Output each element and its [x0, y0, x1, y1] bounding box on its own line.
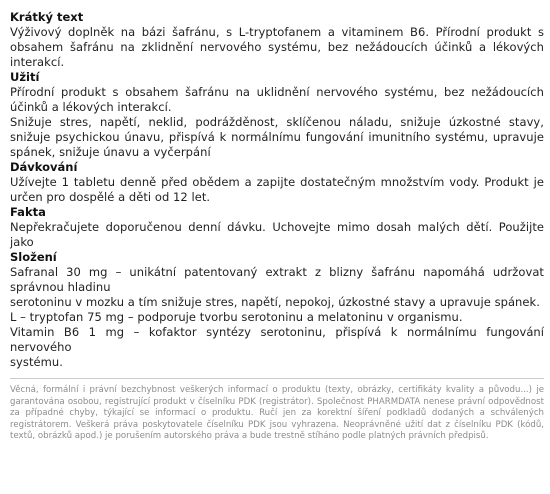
section-composition [10, 250, 544, 370]
legal-disclaimer: Věcná, formální i právní bezchybnost veškerých informací o produktu (texty, obrázky, certifikáty kvality a původu...) je garantována osobou, registrující produkt v číselníku PDK (registrátor). Společnost PHARMDATA nenese právní odpovědnost za případné chyby, týkající se informací o produktu. Ručí jen za korektní šíření podkladů dodaných a schválených registrátorem. Veškerá práva poskytovatele číselníku PDK jsou vyhrazena. Neoprávněné užití dat z číselníku PDK (kódů, textů, obrázků apod.) je porušením autorského práva a bude trestně stíháno podle platných právních předpisů. [10, 378, 544, 443]
section-heading: Užití [10, 70, 40, 84]
section-paragraph: Přírodní produkt s obsahem šafránu na uklidnění nervového systému, bez nežádoucích účinků a lékových interakcí. [10, 85, 544, 114]
section-paragraph: L – tryptofan 75 mg – podporuje tvorbu serotoninu a melatoninu v organismu. [10, 310, 463, 324]
section-usage [10, 70, 544, 160]
section-heading: Složení [10, 250, 57, 264]
section-paragraph: Vitamin B6 1 mg – kofaktor syntézy serotoninu, přispívá k normálnímu fungování nervového [10, 325, 544, 354]
section-short-text [10, 10, 544, 70]
section-paragraph: Safranal 30 mg – unikátní patentovaný extrakt z blizny šafránu napomáhá udržovat správnou hladinu [10, 265, 544, 294]
section-paragraph: systému. [10, 355, 63, 369]
section-paragraph: Užívejte 1 tabletu denně před obědem a zapijte dostatečným množstvím vody. Produkt je určen pro dospělé a děti od 12 let. [10, 175, 544, 204]
section-paragraph: Snižuje stres, napětí, neklid, podrážděnost, sklíčenou náladu, snižuje úzkostné stavy, snižuje psychickou únavu, přispívá k normálnímu fungování imunitního systému, upravuje spánek, snižuje únavu a vyčerpání [10, 115, 544, 159]
section-paragraph: Výživový doplněk na bázi šafránu, s L-tryptofanem a vitaminem B6. Přírodní produkt s obsahem šafránu na zklidnění nervového systému, bez nežádoucích účinků a lékových interakcí. [10, 25, 544, 69]
section-heading: Krátký text [10, 10, 84, 24]
section-facts [10, 205, 544, 250]
section-paragraph: Nepřekračujete doporučenou denní dávku. Uchovejte mimo dosah malých dětí. Použijte jako [10, 220, 544, 249]
section-heading: Fakta [10, 205, 46, 219]
section-paragraph: serotoninu v mozku a tím snižuje stres, napětí, nepokoj, úzkostné stavy a upravuje spánek. [10, 295, 540, 309]
section-dosage [10, 160, 544, 205]
section-heading: Dávkování [10, 160, 78, 174]
